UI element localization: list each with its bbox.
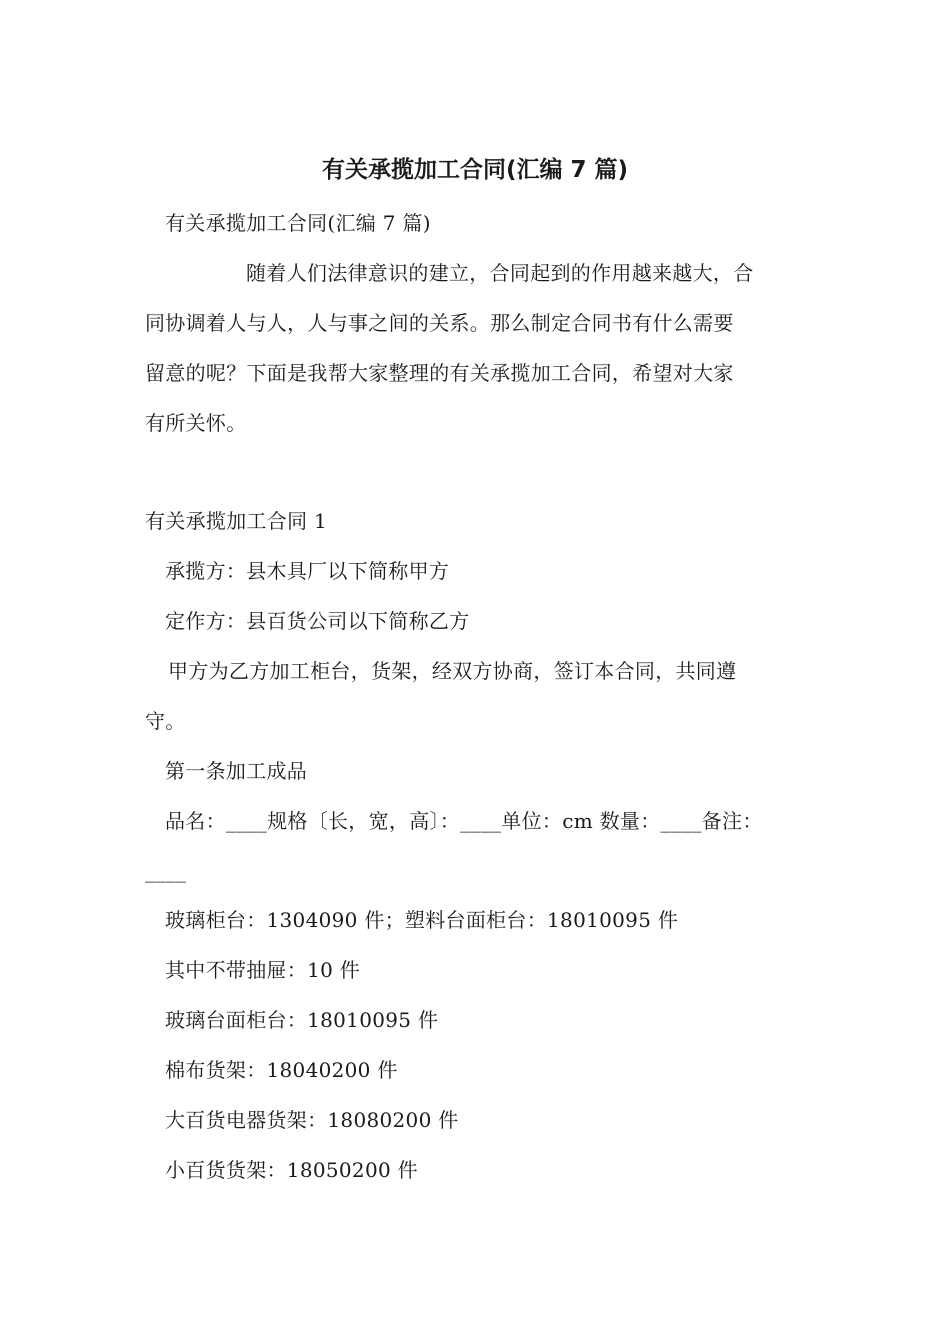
- client-party: 定作方：县百货公司以下简称乙方: [165, 609, 470, 633]
- spec-blank: ____: [145, 859, 187, 883]
- contractor-party: 承揽方：县木具厂以下简称甲方: [165, 559, 450, 583]
- article-one-heading: 第一条加工成品: [165, 759, 308, 783]
- intro-line: 随着人们法律意识的建立，合同起到的作用越来越大，合: [246, 261, 754, 285]
- item-line: 棉布货架：18040200 件: [165, 1058, 398, 1082]
- section-heading: 有关承揽加工合同 1: [145, 509, 328, 533]
- document-title: 有关承揽加工合同(汇编 7 篇): [321, 157, 629, 183]
- item-line: 玻璃台面柜台：18010095 件: [165, 1008, 439, 1032]
- item-line: 其中不带抽屉：10 件: [165, 958, 361, 982]
- agreement-line: 甲方为乙方加工柜台，货架，经双方协商，签订本合同，共同遵: [168, 659, 737, 683]
- intro-line: 有所关怀。: [145, 411, 247, 435]
- item-line: 大百货电器货架：18080200 件: [165, 1108, 459, 1132]
- item-line: 玻璃柜台：1304090 件；塑料台面柜台：18010095 件: [165, 908, 679, 932]
- intro-line: 同协调着人与人，人与事之间的关系。那么制定合同书有什么需要: [145, 311, 734, 335]
- spec-line: 品名：____规格〔长，宽，高〕：____单位：cm 数量：____备注：: [165, 809, 763, 833]
- intro-line: 留意的呢？下面是我帮大家整理的有关承揽加工合同，希望对大家: [145, 361, 734, 385]
- item-line: 小百货货架：18050200 件: [165, 1158, 418, 1182]
- agreement-line: 守。: [145, 709, 186, 733]
- document-subtitle: 有关承揽加工合同(汇编 7 篇): [165, 211, 431, 235]
